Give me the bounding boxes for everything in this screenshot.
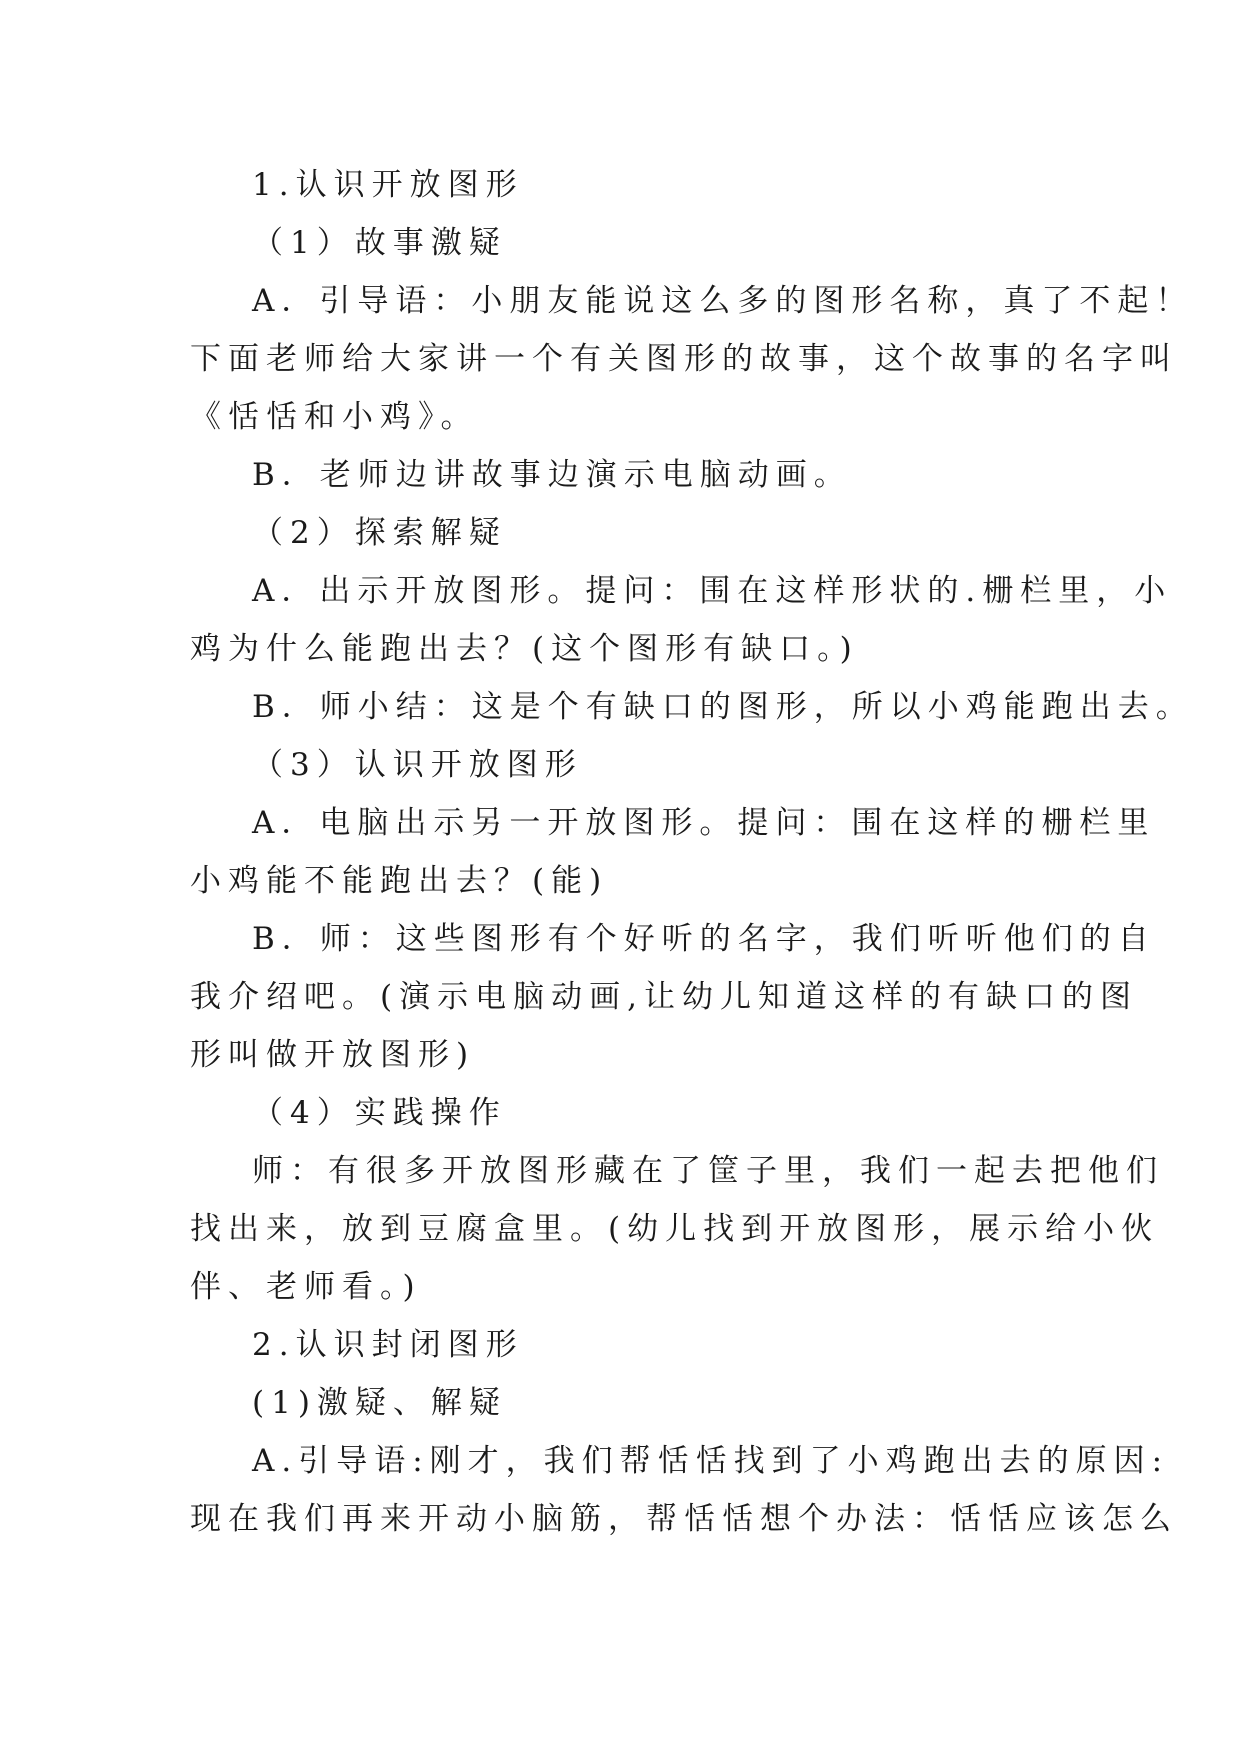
paragraph-line: A．出示开放图形。提问：围在这样形状的.栅栏里，小 [252,573,1173,609]
paragraph-line: 《恬恬和小鸡》。 [190,399,479,435]
paragraph-line: 鸡为什么能跑出去？(这个图形有缺口。) [190,631,859,667]
paragraph-line: A．电脑出示另一开放图形。提问：围在这样的栅栏里 [252,805,1156,841]
paragraph-line: 我介绍吧。(演示电脑动画,让幼儿知道这样的有缺口的图 [190,979,1138,1015]
subsection-heading: （4）实践操作 [252,1095,507,1131]
subsection-heading: （1）故事激疑 [252,225,507,261]
subsection-heading: (1)激疑、解疑 [252,1385,507,1421]
paragraph-line: A．引导语：小朋友能说这么多的图形名称，真了不起！ [252,283,1194,319]
paragraph-line: 小鸡能不能跑出去？(能) [190,863,609,899]
paragraph-line: 找出来，放到豆腐盒里。(幼儿找到开放图形，展示给小伙 [190,1211,1160,1247]
subsection-heading: （2）探索解疑 [252,515,507,551]
paragraph-line: B．师小结：这是个有缺口的图形，所以小鸡能跑出去。 [252,689,1194,725]
section-heading-1: 1.认识开放图形 [252,167,524,203]
paragraph-line: 伴、老师看。) [190,1269,422,1305]
subsection-heading: （3）认识开放图形 [252,747,583,783]
paragraph-line: B．师：这些图形有个好听的名字，我们听听他们的自 [252,921,1156,957]
paragraph-line: A.引导语:刚才，我们帮恬恬找到了小鸡跑出去的原因: [252,1443,1170,1479]
paragraph-line: 现在我们再来开动小脑筋，帮恬恬想个办法：恬恬应该怎么 [190,1501,1178,1537]
section-heading-2: 2.认识封闭图形 [252,1327,524,1363]
paragraph-line: B．老师边讲故事边演示电脑动画。 [252,457,852,493]
paragraph-line: 师：有很多开放图形藏在了筐子里，我们一起去把他们 [252,1153,1164,1189]
paragraph-line: 形叫做开放图形) [190,1037,476,1073]
paragraph-line: 下面老师给大家讲一个有关图形的故事，这个故事的名字叫 [190,341,1178,377]
